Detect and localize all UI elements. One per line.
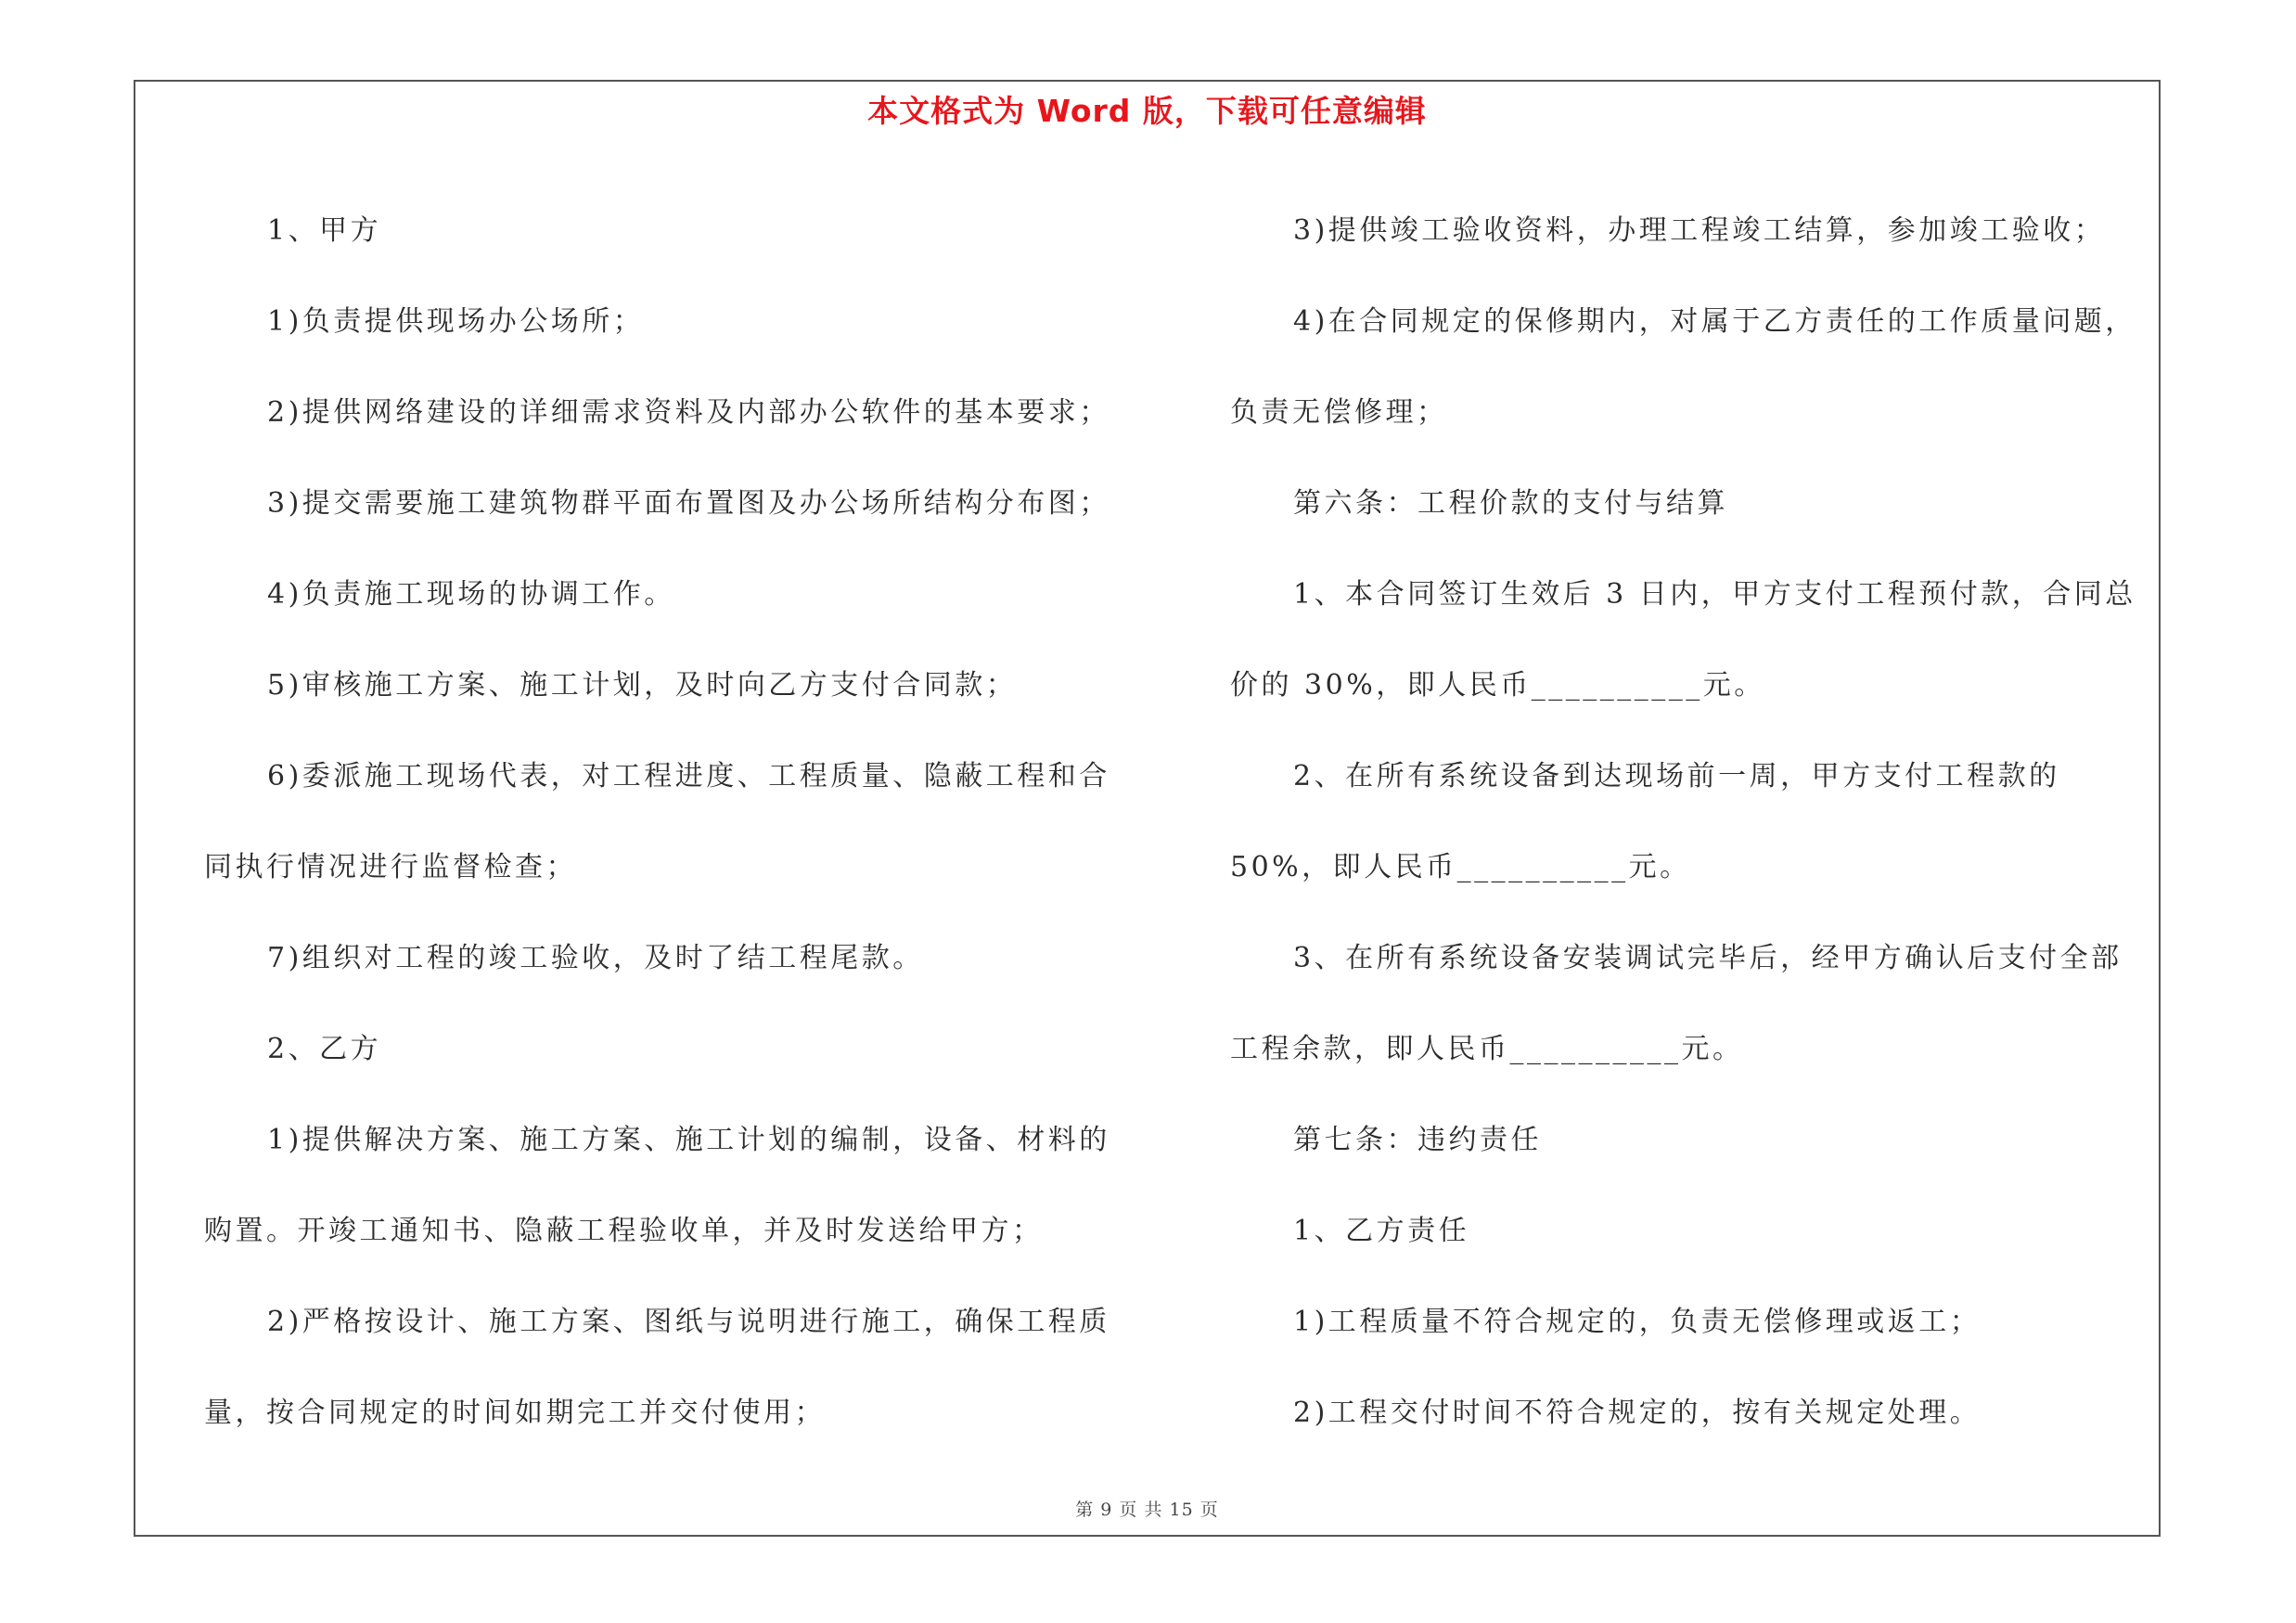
party-a-duty-4: 4)负责施工现场的协调工作。 [267, 578, 675, 611]
section-party-b-heading: 2、乙方 [267, 1033, 382, 1065]
payment-clause-3: 3、在所有系统设备安装调试完毕后，经甲方确认后支付全部工程余款，即人民币__________元。 [1230, 942, 2123, 1065]
party-b-liability-heading: 1、乙方责任 [1293, 1215, 1470, 1247]
article-6-heading: 第六条：工程价款的支付与结算 [1293, 487, 1728, 520]
party-a-duty-6: 6)委派施工现场代表，对工程进度、工程质量、隐蔽工程和合同执行情况进行监督检查； [204, 760, 1110, 883]
payment-clause-2: 2、在所有系统设备到达现场前一周，甲方支付工程款的 50%，即人民币__________元。 [1230, 760, 2072, 883]
party-b-duty-3: 3)提供竣工验收资料，办理工程竣工结算，参加竣工验收； [1293, 214, 2106, 247]
party-a-duty-2: 2)提供网络建设的详细需求资料及内部办公软件的基本要求； [267, 396, 1110, 429]
party-a-duty-7: 7)组织对工程的竣工验收，及时了结工程尾款。 [267, 942, 924, 974]
right-text-column [1230, 186, 2153, 1459]
format-notice-banner: 本文格式为 Word 版，下载可任意编辑 [867, 93, 1427, 129]
party-a-duty-3: 3)提交需要施工建筑物群平面布置图及办公场所结构分布图； [267, 487, 1110, 520]
party-a-duty-1: 1)负责提供现场办公场所； [267, 305, 645, 338]
page-number-footer: 第 9 页 共 15 页 [1075, 1500, 1219, 1520]
party-a-duty-5: 5)审核施工方案、施工计划，及时向乙方支付合同款； [267, 669, 1018, 702]
payment-clause-1: 1、本合同签订生效后 3 日内，甲方支付工程预付款，合同总价的 30%，即人民币__________元。 [1230, 578, 2136, 702]
party-b-duty-1: 1)提供解决方案、施工方案、施工计划的编制，设备、材料的购置。开竣工通知书、隐蔽工程验收单，并及时发送给甲方； [204, 1124, 1110, 1247]
liability-clause-1: 1)工程质量不符合规定的，负责无偿修理或返工； [1293, 1306, 1982, 1338]
article-7-heading: 第七条：违约责任 [1293, 1124, 1542, 1156]
party-b-duty-2: 2)严格按设计、施工方案、图纸与说明进行施工，确保工程质量，按合同规定的时间如期完工并交付使用； [204, 1306, 1110, 1429]
section-party-a-heading: 1、甲方 [267, 214, 382, 247]
left-text-column [204, 186, 1136, 1459]
liability-clause-2: 2)工程交付时间不符合规定的，按有关规定处理。 [1293, 1397, 1982, 1429]
party-b-duty-4: 4)在合同规定的保修期内，对属于乙方责任的工作质量问题，负责无偿修理； [1230, 305, 2136, 429]
